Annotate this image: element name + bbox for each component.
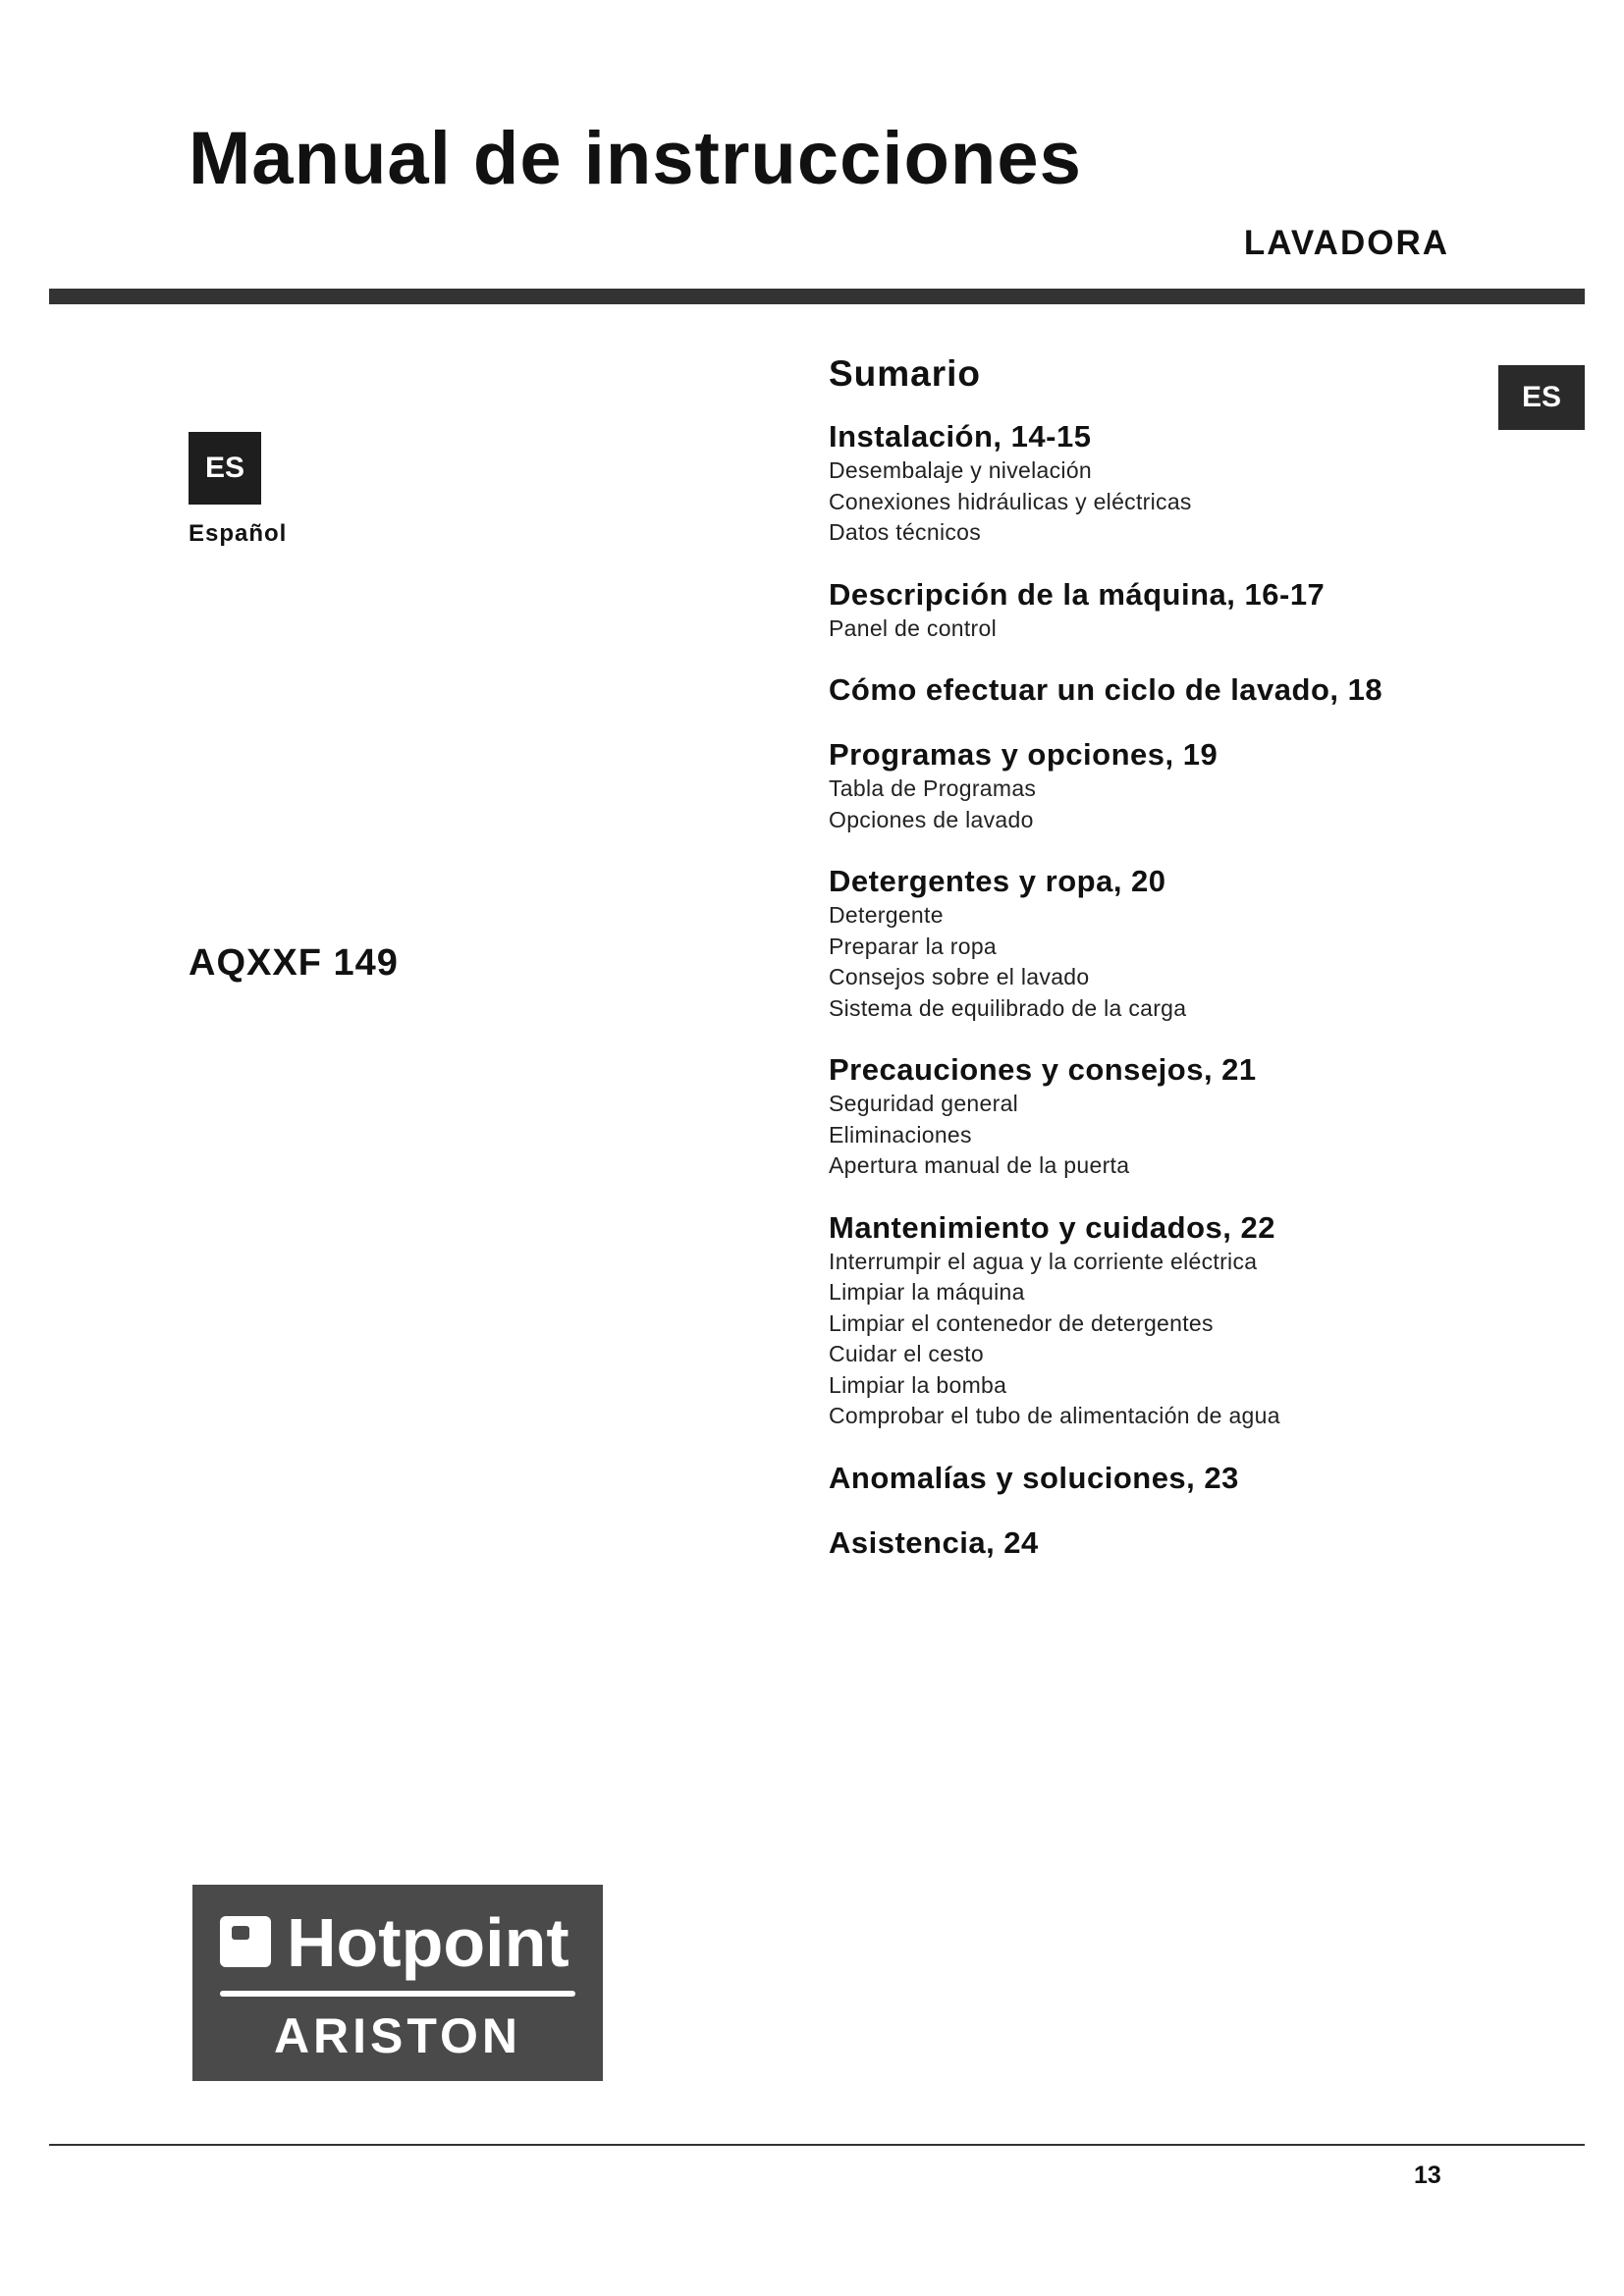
toc-item: Preparar la ropa — [829, 933, 997, 959]
language-badge: ES — [189, 432, 261, 505]
toc-section-title: Mantenimiento y cuidados, 22 — [829, 1209, 1275, 1245]
model-number: AQXXF 149 — [189, 942, 399, 984]
toc-item: Conexiones hidráulicas y eléctricas — [829, 488, 1192, 514]
toc-item: Datos técnicos — [829, 519, 982, 545]
toc-item: Detergente — [829, 902, 944, 928]
toc-item: Eliminaciones — [829, 1121, 972, 1148]
toc-item: Comprobar el tubo de alimentación de agua — [829, 1403, 1280, 1428]
toc-section-title: Instalación, 14-15 — [829, 419, 1092, 454]
toc-section — [829, 1209, 1437, 1432]
brand-logo — [192, 1885, 603, 2081]
toc-sections — [829, 418, 1437, 1562]
toc-item: Cuidar el cesto — [829, 1341, 984, 1366]
toc-section-title: Detergentes y ropa, 20 — [829, 864, 1166, 898]
document-title: Manual de instrucciones — [189, 117, 1082, 200]
toc-section — [829, 1051, 1437, 1182]
language-label: Español — [189, 520, 288, 547]
toc-item: Limpiar el contenedor de detergentes — [829, 1309, 1214, 1336]
header-divider — [49, 289, 1585, 304]
footer-divider — [49, 2144, 1585, 2146]
toc-item: Apertura manual de la puerta — [829, 1152, 1130, 1178]
toc-item: Interrumpir el agua y la corriente eléctrica — [829, 1248, 1258, 1274]
table-of-contents — [829, 353, 1437, 1589]
toc-section — [829, 1460, 1437, 1497]
toc-section — [829, 736, 1437, 835]
toc-section — [829, 671, 1437, 709]
toc-item: Consejos sobre el lavado — [829, 964, 1090, 989]
toc-item: Limpiar la máquina — [829, 1279, 1025, 1305]
toc-item: Panel de control — [829, 614, 998, 641]
toc-section-title: Programas y opciones, 19 — [829, 737, 1218, 772]
page-number: 13 — [1414, 2162, 1441, 2189]
logo-mark-icon — [220, 1916, 271, 1967]
toc-item: Sistema de equilibrado de la carga — [829, 994, 1187, 1021]
toc-section — [829, 418, 1437, 549]
toc-item: Limpiar la bomba — [829, 1371, 1007, 1398]
toc-section — [829, 576, 1437, 645]
toc-section-title: Cómo efectuar un ciclo de lavado, 18 — [829, 672, 1383, 707]
document-subtitle: LAVADORA — [1243, 224, 1449, 262]
toc-item: Desembalaje y nivelación — [829, 457, 1093, 483]
toc-section-title: Descripción de la máquina, 16-17 — [829, 576, 1326, 612]
toc-item: Opciones de lavado — [829, 806, 1034, 832]
language-side-tab: ES — [1498, 365, 1585, 430]
toc-section-title: Precauciones y consejos, 21 — [829, 1052, 1257, 1087]
toc-section — [829, 1524, 1437, 1562]
toc-section-title: Anomalías y soluciones, 23 — [829, 1460, 1239, 1495]
logo-sub-brand: ARISTON — [273, 2008, 522, 2063]
toc-item: Seguridad general — [829, 1091, 1019, 1116]
toc-heading: Sumario — [829, 353, 982, 394]
logo-divider — [220, 1991, 575, 1997]
toc-section-title: Asistencia, 24 — [829, 1524, 1039, 1560]
logo-brand-name: Hotpoint — [287, 1904, 569, 1981]
toc-section — [829, 863, 1437, 1024]
toc-item: Tabla de Programas — [829, 775, 1037, 801]
